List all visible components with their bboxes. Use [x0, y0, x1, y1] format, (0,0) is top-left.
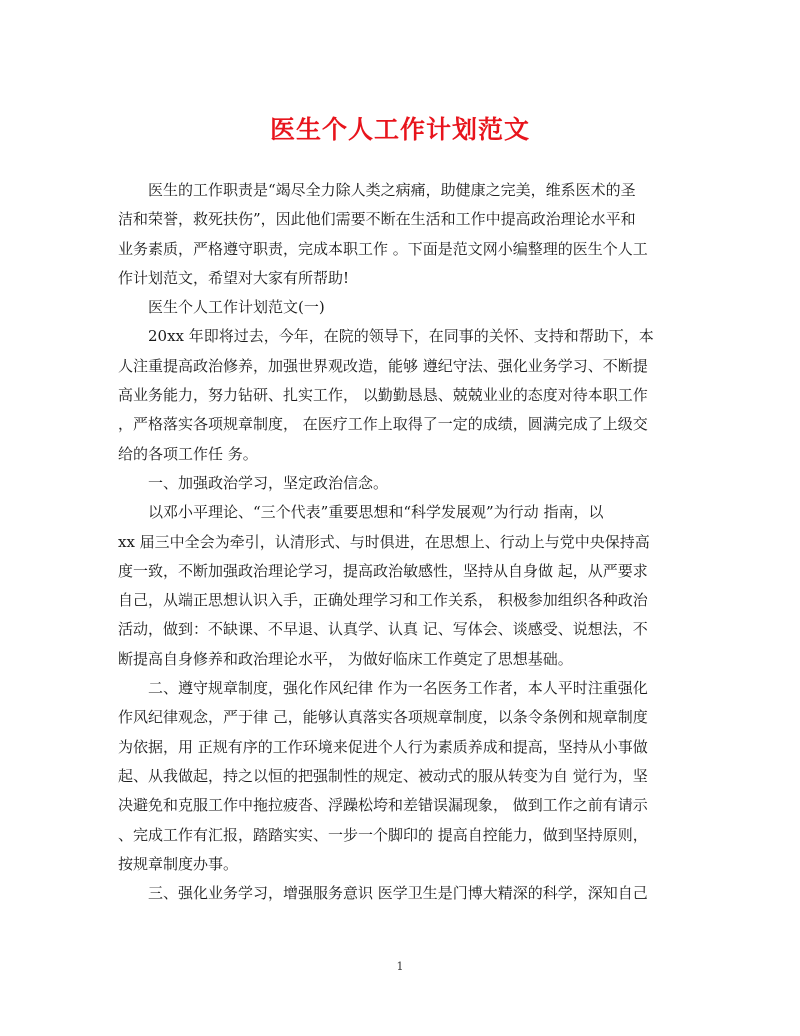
paragraph-line: 度一致，不断加强政治理论学习，提高政治敏感性，坚持从自身做 起，从严要求	[118, 561, 648, 580]
section-heading: 一、加强政治学习，坚定政治信念。	[118, 473, 389, 492]
paragraph-line: 自己，从端正思想认识入手，正确处理学习和工作关系， 积极参加组织各种政治	[118, 591, 648, 610]
paragraph-line: ，严格落实各项规章制度， 在医疗工作上取得了一定的成绩，圆满完成了上级交	[118, 415, 648, 434]
paragraph-line: 二、遵守规章制度，强化作风纪律 作为一名医务工作者，本人平时注重强化	[118, 679, 648, 698]
paragraph-line: 给的各项工作任 务。	[118, 444, 258, 463]
paragraph-line: 作风纪律观念，严于律 己，能够认真落实各项规章制度，以条令条例和规章制度	[118, 708, 648, 727]
paragraph-line: 决避免和克服工作中拖拉疲沓、浮躁松垮和差错误漏现象， 做到工作之前有请示	[118, 796, 648, 815]
paragraph-line: 医生的工作职责是“竭尽全力除人类之病痛，助健康之完美，维系医术的圣	[118, 181, 636, 199]
page-title: 医生个人工作计划范文	[269, 115, 530, 144]
page-number: 1	[396, 960, 404, 973]
paragraph-line: 洁和荣誉，救死扶伤”，因此他们需要不断在生活和工作中提高政治理论水平和	[118, 210, 636, 229]
paragraph-line: 断提高自身修养和政治理论水平， 为做好临床工作奠定了思想基础。	[118, 649, 573, 668]
paragraph-line: 人注重提高政治修养，加强世界观改造，能够 遵纪守法、强化业务学习、不断提	[118, 356, 648, 375]
paragraph-line: 起、从我做起，持之以恒的把强制性的规定、被动式的服从转变为自 觉行为，坚	[118, 766, 648, 785]
paragraph-line: 、完成工作有汇报，踏踏实实、一步一个脚印的 提高自控能力，做到坚持原则，	[118, 825, 648, 844]
paragraph-line: 活动，做到：不缺课、不早退、认真学、认真 记、写体会、谈感受、说想法，不	[118, 620, 648, 639]
paragraph-line: 以邓小平理论、“三个代表”重要思想和“科学发展观”为行动 指南，以	[118, 503, 604, 522]
paragraph-line: xx 届三中全会为牵引，认清形式、与时俱进，在思想上、行动上与党中央保持高	[118, 532, 650, 551]
paragraph-line: 20xx 年即将过去，今年，在院的领导下，在同事的关怀、支持和帮助下，本	[118, 327, 654, 346]
document-body	[118, 176, 680, 908]
paragraph-line: 业务素质，严格遵守职责，完成本职工作 。下面是范文网小编整理的医生个人工	[118, 239, 648, 258]
paragraph-line: 作计划范文，希望对大家有所帮助!	[118, 268, 350, 287]
paragraph-line: 为依据，用 正规有序的工作环境来促进个人行为素质养成和提高，坚持从小事做	[118, 737, 648, 756]
paragraph-line: 三、强化业务学习，增强服务意识 医学卫生是门博大精深的科学，深知自己	[118, 884, 648, 903]
paragraph-line: 高业务能力，努力钻研、扎实工作， 以勤勤恳恳、兢兢业业的态度对待本职工作	[118, 386, 648, 405]
paragraph-line: 按规章制度办事。	[118, 854, 239, 873]
section-heading: 医生个人工作计划范文(一)	[118, 298, 325, 317]
